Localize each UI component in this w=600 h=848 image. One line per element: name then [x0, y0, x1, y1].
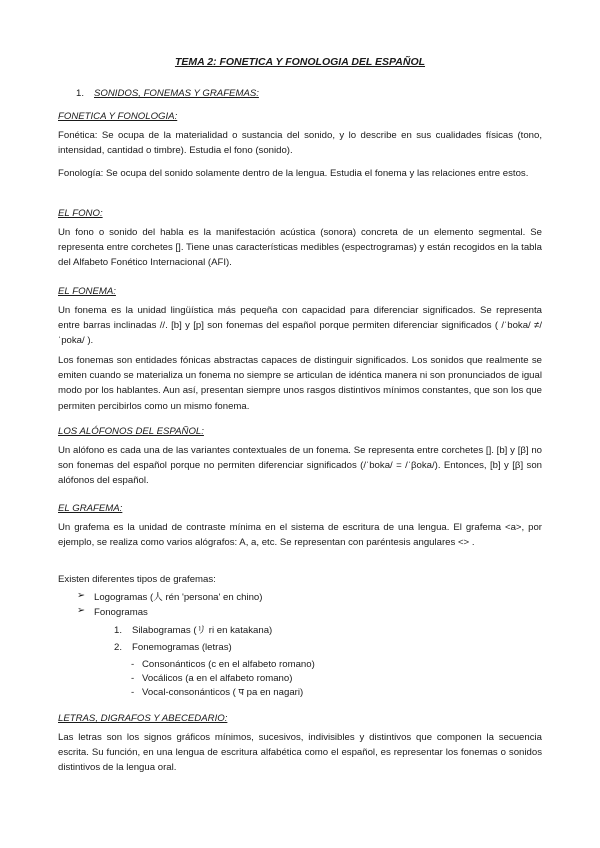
list-item-consonanticos: Consonánticos (c en el alfabeto romano) [142, 659, 315, 670]
heading-letras: LETRAS, DIGRAFOS Y ABECEDARIO: [58, 713, 228, 724]
list-item-logogramas: Logogramas (人 rén 'persona' en chino) [94, 592, 263, 603]
paragraph-letras: Las letras son los signos gráficos mínimos, sucesivos, indivisibles y distintivos que componen la secuencia escrita. Su función, en una lengua de escritura alfabética como el español, es representar los fonemas o sonidos distintivos de la lengua oral. [58, 732, 542, 774]
heading-fonetica: FONETICA Y FONOLOGIA: [58, 111, 178, 122]
list-item-vocalicos: Vocálicos (a en el alfabeto romano) [142, 673, 293, 684]
page-title: TEMA 2: FONETICA Y FONOLOGIA DEL ESPAÑOL [174, 56, 426, 68]
paragraph-fonema-1: Un fonema es la unidad lingüística más pequeña con capacidad para diferenciar significados. Se representa entre barras inclinadas //. [b] y [p] son fonemas del español porque permiten diferenciar significados ( /ˈboka/ ≠/ˈpoka/ ). [58, 305, 542, 347]
paragraph-fonetica: Fonética: Se ocupa de la materialidad o sustancia del sonido, y lo describe en sus cualidades físicas (tono, intensidad, cantidad o timbre). Estudia el fono (sonido). [58, 130, 542, 157]
list-item-vocal-consonanticos: Vocal-consonánticos ( प pa en nagari) [142, 687, 304, 698]
section-number: 1. [76, 88, 85, 99]
paragraph-alofonos: Un alófono es cada una de las variantes contextuales de un fonema. Se representa entre corchetes []. [b] y [β] no son fonemas del español porque no permiten diferenciar significados (/ˈboka/ = /ˈβoka/). Entonces, [b] y [β] son alófonos del español. [58, 445, 542, 487]
dash-bullet: - [131, 659, 135, 670]
dash-bullet: - [131, 673, 135, 684]
list-number: 2. [114, 642, 123, 653]
paragraph-fono: Un fono o sonido del habla es la manifestación acústica (sonora) concreta de un elemento segmental. Se representa entre corchetes []. Tiene unas características medibles (espectrogramas) y están recogidos en la tabla del Alfabeto Fonético Internacional (AFI). [58, 227, 542, 269]
bullet-arrow-icon: ➢ [77, 605, 86, 616]
bullet-arrow-icon: ➢ [77, 590, 86, 601]
paragraph-tipos-grafemas: Existen diferentes tipos de grafemas: [58, 574, 216, 585]
heading-alofonos: LOS ALÓFONOS DEL ESPAÑOL: [58, 426, 204, 437]
paragraph-grafema: Un grafema es la unidad de contraste mínima en el sistema de escritura de una lengua. El grafema <a>, por ejemplo, se realiza como varios alógrafos: A, a, etc. Se representan con paréntesis angulares <> . [58, 522, 542, 549]
heading-fono: EL FONO: [58, 208, 103, 219]
dash-bullet: - [131, 687, 135, 698]
paragraph-fonema-2: Los fonemas son entidades fónicas abstractas capaces de distinguir significados. Los sonidos que realmente se emiten cuando se materializa un fonema no siempre se articulan de idéntica manera ni son pronunciados de igual modo por los hablantes. Aun así, presentan siempre unos rasgos distintivos mínimos constantes, que son los que permiten percibirlos como un mismo fonema. [58, 355, 542, 412]
heading-grafema: EL GRAFEMA: [58, 503, 123, 514]
list-item-fonemogramas: Fonemogramas (letras) [132, 642, 232, 653]
list-item-fonogramas: Fonogramas [94, 607, 148, 618]
list-item-silabogramas: Silabogramas (リ ri en katakana) [132, 625, 273, 636]
heading-fonema: EL FONEMA: [58, 286, 116, 297]
section-heading-sonidos: SONIDOS, FONEMAS Y GRAFEMAS: [94, 88, 259, 99]
list-number: 1. [114, 625, 123, 636]
paragraph-fonologia: Fonología: Se ocupa del sonido solamente dentro de la lengua. Estudia el fonema y las relaciones entre estos. [58, 168, 529, 179]
